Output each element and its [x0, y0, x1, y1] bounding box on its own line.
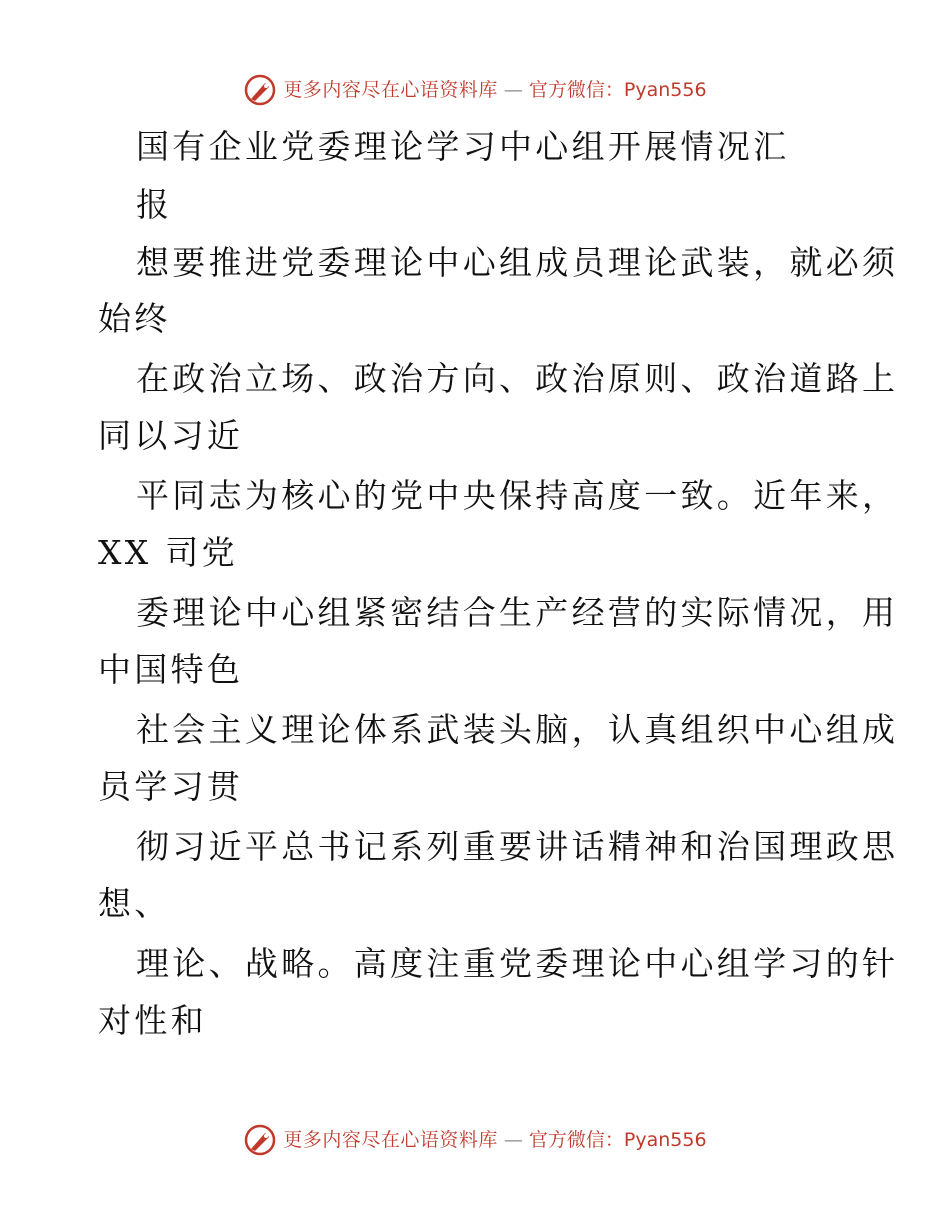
paragraph-line: 想、	[98, 884, 171, 923]
paragraph-line: 同以习近	[98, 416, 244, 455]
footer-banner-wechat: 官方微信：Pyan556	[528, 1128, 707, 1151]
paragraph-line: 彻习近平总书记系列重要讲话精神和治国理政思	[136, 827, 899, 866]
footer-banner-dash: —	[503, 1128, 523, 1151]
header-banner-text: 更多内容尽在心语资料库	[283, 78, 498, 101]
paragraph-line: 社会主义理论体系武装头脑，认真组织中心组成	[136, 710, 899, 749]
paragraph-line: 理论、战略。高度注重党委理论中心组学习的针	[136, 944, 899, 983]
paragraph-line: 员学习贯	[98, 767, 244, 806]
footer-banner-text: 更多内容尽在心语资料库	[283, 1128, 498, 1151]
paragraph-line: 始终	[98, 299, 171, 338]
document-title-line-1: 国有企业党委理论学习中心组开展情况汇	[136, 127, 790, 166]
header-banner-content	[243, 73, 706, 107]
paragraph-line: XX 司党	[98, 533, 238, 572]
paragraph-line: 委理论中心组紧密结合生产经营的实际情况，用	[136, 593, 899, 632]
paragraph-line: 想要推进党委理论中心组成员理论武装，就必须	[136, 243, 899, 282]
footer-banner-content	[243, 1123, 706, 1157]
header-banner	[0, 70, 950, 110]
pen-nib-logo-icon	[243, 73, 277, 107]
pen-nib-logo-icon	[243, 1123, 277, 1157]
paragraph-line: 中国特色	[98, 650, 244, 689]
header-banner-dash: —	[503, 78, 523, 101]
paragraph-line: 平同志为核心的党中央保持高度一致。近年来，	[136, 476, 899, 515]
footer-banner	[0, 1120, 950, 1160]
paragraph-line: 对性和	[98, 1001, 207, 1040]
header-banner-wechat: 官方微信：Pyan556	[528, 78, 707, 101]
paragraph-line: 在政治立场、政治方向、政治原则、政治道路上	[136, 359, 899, 398]
document-title-line-2: 报	[136, 185, 173, 224]
